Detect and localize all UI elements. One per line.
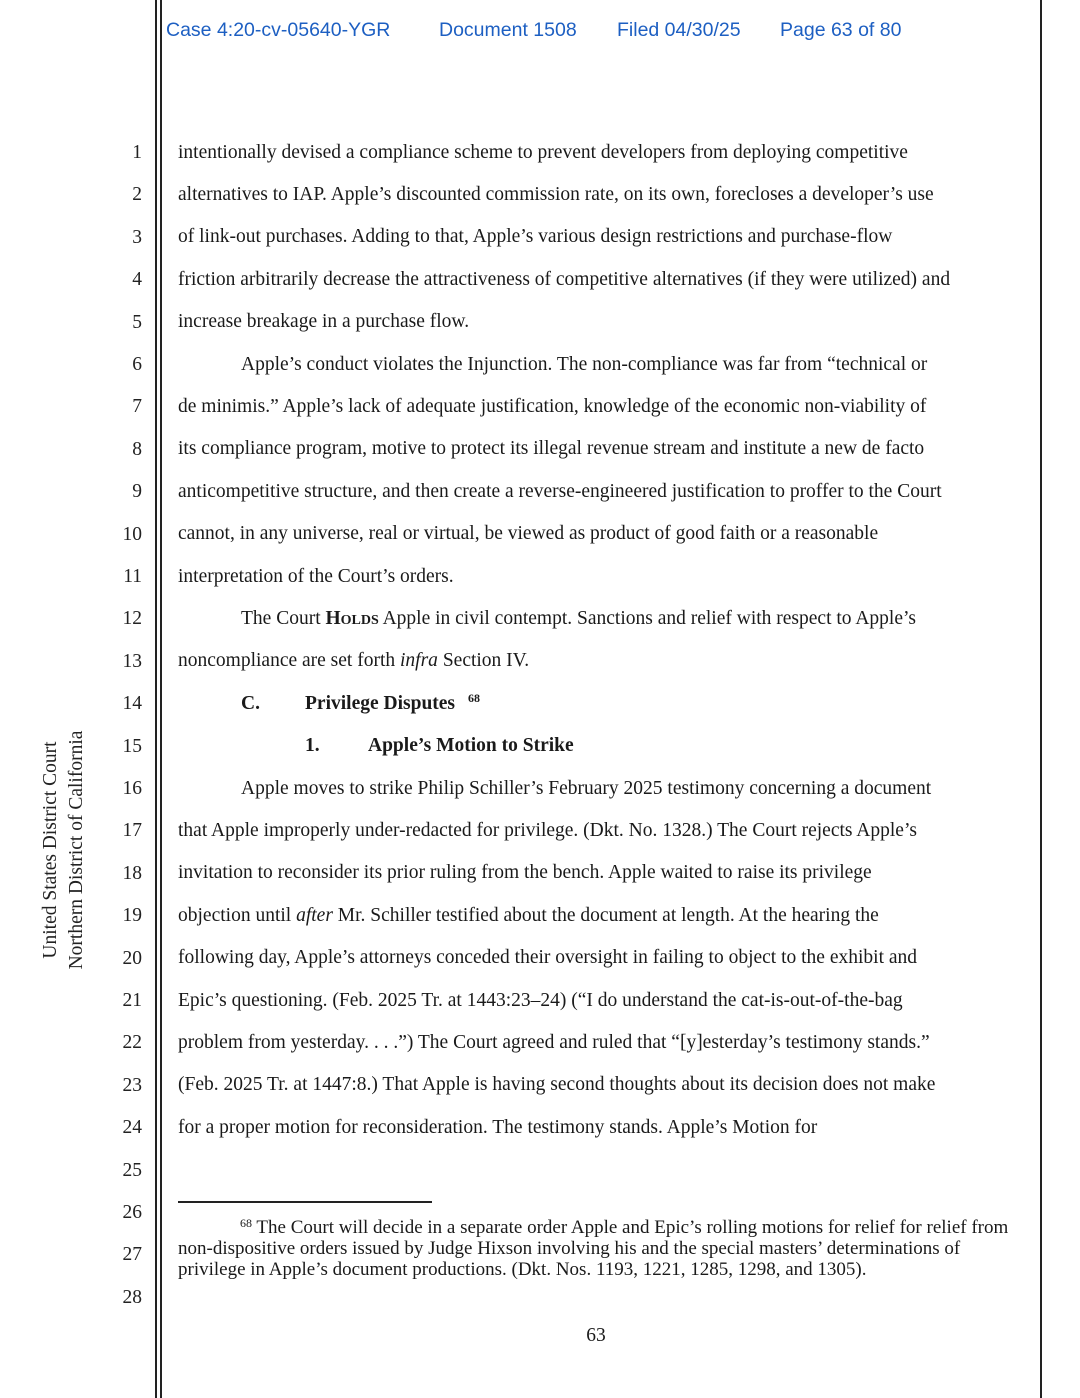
body-line-6: Apple’s conduct violates the Injunction. The non-compliance was far from “technical or xyxy=(241,354,928,375)
line-number: 2 xyxy=(132,184,142,206)
body-line-12-end: Apple in civil contempt. Sanctions and relief with respect to Apple’s xyxy=(378,608,917,629)
footnote-reference: 68 xyxy=(468,691,480,705)
body-line-22: problem from yesterday. . . .”) The Court agreed and ruled that “[y]esterday’s testimony stands.” xyxy=(178,1032,930,1053)
line-number: 12 xyxy=(122,608,142,630)
line-number: 20 xyxy=(122,947,142,969)
line-number: 7 xyxy=(132,396,142,418)
body-line-23: (Feb. 2025 Tr. at 1447:8.) That Apple is having second thoughts about its decision does not make xyxy=(178,1074,936,1095)
line-number: 14 xyxy=(122,693,142,715)
court-district: Northern District of California xyxy=(66,730,87,970)
line-number: 26 xyxy=(122,1202,142,1223)
holds-emphasis: Holds xyxy=(325,608,379,629)
margin-rule-left-outer xyxy=(155,0,157,1398)
body-line-5: increase breakage in a purchase flow. xyxy=(178,311,470,332)
line-number: 1 xyxy=(132,142,142,163)
body-line-3: of link-out purchases. Adding to that, Apple’s various design restrictions and purchase-flow xyxy=(178,226,893,247)
footnote xyxy=(178,1213,1016,1280)
line-number: 8 xyxy=(132,438,142,460)
body-line-9: anticompetitive structure, and then create a reverse-engineered justification to proffer to the Court xyxy=(178,481,942,502)
line-number: 16 xyxy=(122,778,142,799)
page-number: 63 xyxy=(586,1325,606,1346)
section-heading-title: Privilege Disputes xyxy=(305,693,456,714)
line-number: 11 xyxy=(123,566,142,587)
body-line-10: cannot, in any universe, real or virtual, be viewed as product of good faith or a reasonable xyxy=(178,523,879,544)
margin-rule-right xyxy=(1040,0,1042,1398)
line-number: 21 xyxy=(122,990,142,1011)
line-number: 28 xyxy=(122,1286,142,1308)
header-case-number: Case 4:20-cv-05640-YGR xyxy=(166,19,391,41)
body-line-19-end: Mr. Schiller testified about the document at length. At the hearing the xyxy=(332,905,879,926)
line-number: 6 xyxy=(132,354,142,375)
body-line-11: interpretation of the Court’s orders. xyxy=(178,566,454,587)
body-line-24: for a proper motion for reconsideration. The testimony stands. Apple’s Motion for xyxy=(178,1117,818,1138)
after-emphasis: after xyxy=(296,905,333,926)
body-line-16: Apple moves to strike Philip Schiller’s February 2025 testimony concerning a document xyxy=(241,778,932,799)
footnote-number: 68 xyxy=(240,1216,252,1230)
body-line-19 xyxy=(178,905,879,927)
body-line-19-start: objection until xyxy=(178,905,297,926)
body-line-13 xyxy=(178,650,529,672)
court-name: United States District Court xyxy=(40,741,61,959)
line-number: 10 xyxy=(122,523,142,545)
footnote-text: The Court will decide in a separate order Apple and Epic’s rolling motions for relief for relief from non-dispositive orders issued by Judge Hixson involving his and the special masters’ determinations of privilege in Apple’s document productions. (Dkt. Nos. 1193, 1221, 1285, 1298, and 1305). xyxy=(178,1217,1009,1280)
header-filed-date: Filed 04/30/25 xyxy=(617,19,741,41)
body-line-21: Epic’s questioning. (Feb. 2025 Tr. at 1443:23–24) (“I do understand the cat-is-out-of-the-bag xyxy=(178,990,903,1011)
body-line-20: following day, Apple’s attorneys conceded their oversight in failing to object to the exhibit and xyxy=(178,947,918,968)
body-line-4: friction arbitrarily decrease the attractiveness of competitive alternatives (if they were utilized) and xyxy=(178,269,951,290)
line-number: 4 xyxy=(132,269,142,291)
subsection-heading-title: Apple’s Motion to Strike xyxy=(368,735,574,756)
subsection-heading-1 xyxy=(305,735,574,757)
line-number: 27 xyxy=(122,1244,142,1266)
body-line-13-start: noncompliance are set forth xyxy=(178,650,400,671)
body-line-2: alternatives to IAP. Apple’s discounted commission rate, on its own, forecloses a developer’s use xyxy=(178,184,934,205)
section-heading-c xyxy=(241,691,480,715)
body-line-12 xyxy=(241,608,916,630)
footnote-divider xyxy=(178,1201,432,1203)
court-sidebar xyxy=(38,550,90,1150)
body-line-18: invitation to reconsider its prior ruling from the bench. Apple waited to raise its privilege xyxy=(178,862,872,883)
subsection-heading-label: 1. xyxy=(305,735,320,756)
body-line-8: its compliance program, motive to protect its illegal revenue stream and institute a new de facto xyxy=(178,438,925,459)
body-line-12-start: The Court xyxy=(241,608,326,629)
line-number: 19 xyxy=(122,905,142,927)
line-number: 9 xyxy=(132,481,142,503)
line-number: 22 xyxy=(122,1032,142,1054)
infra-emphasis: infra xyxy=(400,650,438,671)
body-line-1: intentionally devised a compliance scheme to prevent developers from deploying competitive xyxy=(178,142,908,163)
line-number: 13 xyxy=(122,650,142,672)
header-document-number: Document 1508 xyxy=(439,19,577,41)
section-heading-label: C. xyxy=(241,693,260,714)
line-number: 25 xyxy=(122,1159,142,1181)
line-number: 5 xyxy=(132,311,142,333)
line-number: 24 xyxy=(122,1117,142,1139)
line-number: 23 xyxy=(122,1074,142,1096)
margin-rule-left-inner xyxy=(160,0,162,1398)
body-line-7: de minimis.” Apple’s lack of adequate justification, knowledge of the economic non-viability of xyxy=(178,396,927,417)
line-number: 18 xyxy=(122,862,142,884)
line-number: 15 xyxy=(122,735,142,757)
body-line-13-end: Section IV. xyxy=(437,650,530,671)
line-number: 17 xyxy=(122,820,142,842)
line-number: 3 xyxy=(132,226,142,248)
body-line-17: that Apple improperly under-redacted for privilege. (Dkt. No. 1328.) The Court rejects Apple’s xyxy=(178,820,917,841)
header-page-count: Page 63 of 80 xyxy=(780,19,902,41)
